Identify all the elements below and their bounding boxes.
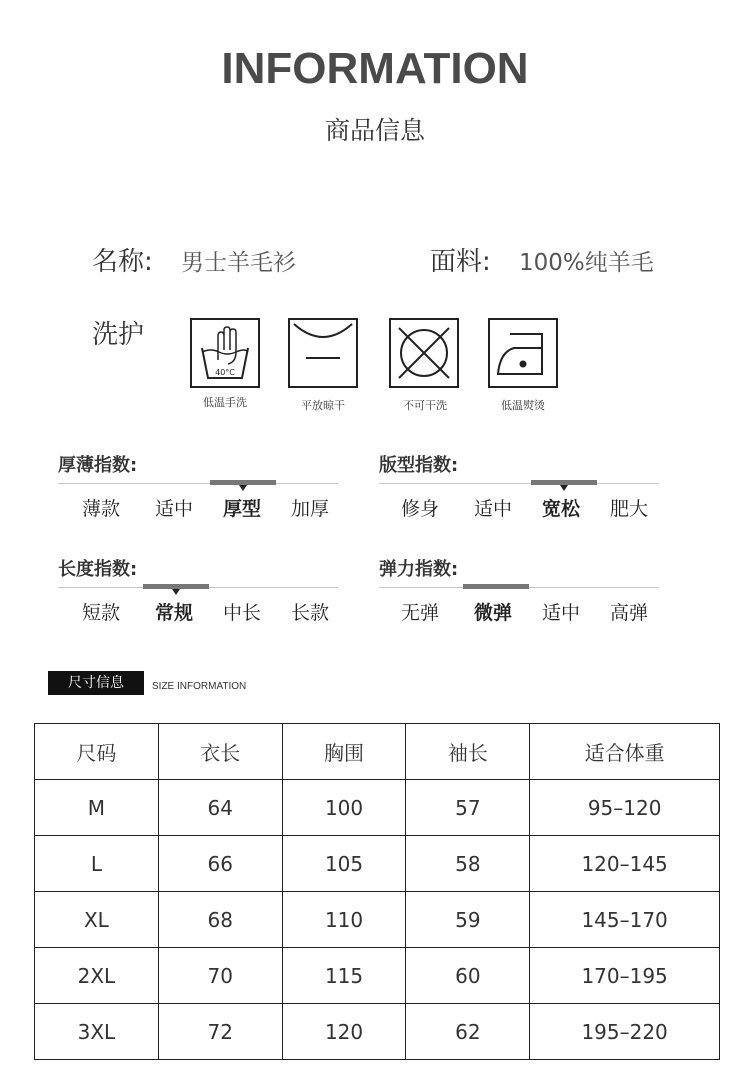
table-cell: L (35, 836, 159, 892)
table-header-row (35, 724, 720, 780)
table-cell: 72 (158, 1004, 282, 1060)
table-cell: 195–220 (530, 1004, 720, 1060)
low-iron-icon (488, 318, 558, 388)
column-header: 衣长 (158, 724, 282, 780)
index-option: 无弹 (400, 602, 439, 624)
page-subtitle: 商品信息 (324, 116, 425, 145)
table-cell: 100 (282, 780, 406, 836)
index-option: 加厚 (290, 498, 329, 520)
table-row (35, 780, 720, 836)
elasticity-index-highlight (463, 584, 529, 589)
index-option: 薄款 (81, 498, 120, 520)
wash-temp: 40°C (215, 368, 235, 377)
table-cell: M (35, 780, 159, 836)
table-cell: 110 (282, 892, 406, 948)
table-cell: 105 (282, 836, 406, 892)
table-cell: 60 (406, 948, 530, 1004)
table-cell: 145–170 (530, 892, 720, 948)
care-caption: 低温手洗 (203, 396, 247, 409)
column-header: 尺码 (35, 724, 159, 780)
index-option: 高弹 (609, 602, 648, 624)
table-cell: 58 (406, 836, 530, 892)
index-option: 适中 (473, 498, 512, 520)
length-index-title: 长度指数: (58, 559, 138, 580)
thickness-index-pointer (239, 485, 247, 491)
size-info-badge: 尺寸信息 (48, 671, 144, 695)
care-label: 洗护 (92, 320, 145, 350)
table-row (35, 836, 720, 892)
length-index-pointer (172, 589, 180, 595)
index-option: 短款 (81, 602, 120, 624)
table-cell: 59 (406, 892, 530, 948)
index-option: 肥大 (609, 498, 648, 520)
table-row (35, 948, 720, 1004)
thickness-index-track (58, 483, 338, 484)
index-option: 中长 (222, 602, 261, 624)
column-header: 适合体重 (530, 724, 720, 780)
table-cell: 115 (282, 948, 406, 1004)
elasticity-index-title: 弹力指数: (379, 559, 459, 580)
column-header: 袖长 (406, 724, 530, 780)
table-cell: 3XL (35, 1004, 159, 1060)
page-title: INFORMATION (221, 44, 529, 93)
table-cell: 70 (158, 948, 282, 1004)
size-info-subtitle: SIZE INFORMATION (152, 681, 247, 692)
care-caption: 平放晾干 (301, 399, 345, 412)
care-caption: 低温熨烫 (501, 399, 545, 412)
table-cell: 120 (282, 1004, 406, 1060)
index-option: 适中 (154, 498, 193, 520)
table-cell: 95–120 (530, 780, 720, 836)
index-option-selected: 微弹 (473, 602, 512, 624)
index-option-selected: 宽松 (541, 498, 580, 520)
table-cell: 170–195 (530, 948, 720, 1004)
index-option-selected: 常规 (154, 602, 193, 624)
table-cell: 57 (406, 780, 530, 836)
fit-index-title: 版型指数: (379, 455, 459, 476)
name-value: 男士羊毛衫 (181, 250, 296, 276)
fit-index-track (379, 483, 659, 484)
flat-dry-icon (288, 318, 358, 388)
care-caption: 不可干洗 (403, 399, 447, 412)
no-dry-clean-icon (389, 318, 459, 388)
fit-index-pointer (560, 485, 568, 491)
table-cell: 2XL (35, 948, 159, 1004)
table-row (35, 1004, 720, 1060)
fabric-value: 100%纯羊毛 (519, 250, 654, 276)
index-option: 适中 (541, 602, 580, 624)
column-header: 胸围 (282, 724, 406, 780)
index-option-selected: 厚型 (222, 498, 261, 520)
index-option: 修身 (400, 498, 439, 520)
size-table (34, 723, 720, 1060)
thickness-index-title: 厚薄指数: (58, 455, 138, 476)
index-option: 长款 (290, 602, 329, 624)
table-cell: 68 (158, 892, 282, 948)
table-cell: 120–145 (530, 836, 720, 892)
table-cell: 62 (406, 1004, 530, 1060)
table-cell: XL (35, 892, 159, 948)
table-cell: 64 (158, 780, 282, 836)
hand-wash-icon (190, 318, 260, 388)
table-cell: 66 (158, 836, 282, 892)
table-row (35, 892, 720, 948)
name-label: 名称: (92, 247, 153, 277)
fabric-label: 面料: (430, 247, 491, 277)
